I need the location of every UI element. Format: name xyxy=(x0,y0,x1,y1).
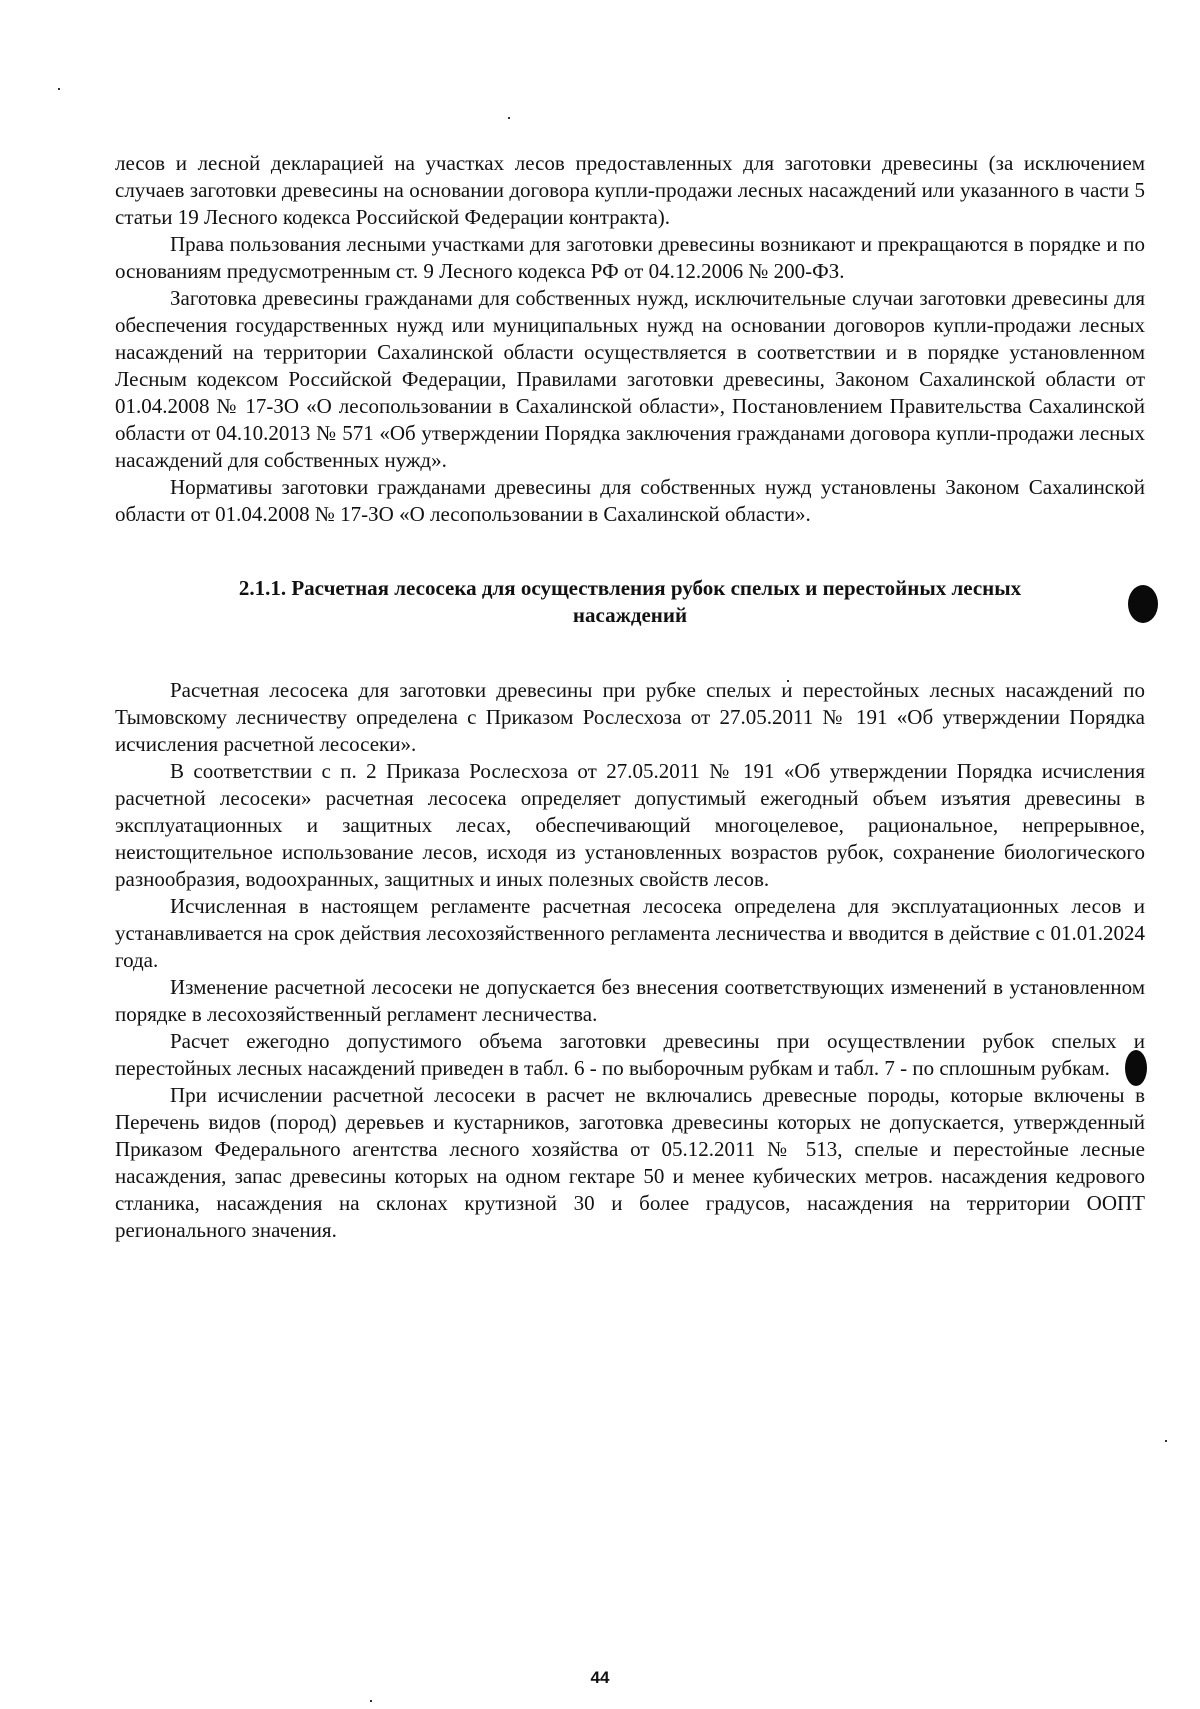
paragraph: Расчетная лесосека для заготовки древесины при рубке спелых и перестойных лесных насаждений по Тымовскому лесничеству определена с Приказом Рослесхоза от 27.05.2011 № 191 «Об утверждении Порядка исчисления расчетной лесосеки». xyxy=(115,678,1145,756)
paragraph: Права пользования лесными участками для заготовки древесины возникают и прекращаются в порядке и по основаниям предусмотренным ст. 9 Лесного кодекса РФ от 04.12.2006 № 200-ФЗ. xyxy=(115,232,1145,283)
page-number: 44 xyxy=(590,1668,610,1687)
paragraph: Расчет ежегодно допустимого объема заготовки древесины при осуществлении рубок спелых и перестойных лесных насаждений приведен в табл. 6 - по выборочным рубкам и табл. 7 - по сплошным рубкам. xyxy=(115,1029,1145,1080)
document-body xyxy=(115,150,1145,1244)
paragraph: В соответствии с п. 2 Приказа Рослесхоза от 27.05.2011 № 191 «Об утверждении Порядка исчисления расчетной лесосеки» расчетная лесосека определяет допустимый ежегодный объем изъятия древесины в эксплуатационных и защитных лесах, обеспечивающий многоцелевое, рациональное, непрерывное, неистощительное использование лесов, исходя из установленных возрастов рубок, сохранение биологического разнообразия, водоохранных, защитных и иных полезных свойств лесов. xyxy=(115,759,1145,891)
paragraph: Исчисленная в настоящем регламенте расчетная лесосека определена для эксплуатационных лесов и устанавливается на срок действия лесохозяйственного регламента лесничества и вводится в действие с 01.01.2024 года. xyxy=(115,894,1145,972)
paragraph: Заготовка древесины гражданами для собственных нужд, исключительные случаи заготовки древесины для обеспечения государственных нужд или муниципальных нужд на основании договоров купли-продажи лесных насаждений на территории Сахалинской области осуществляется в соответствии и в порядке установленном Лесным кодексом Российской Федерации, Правилами заготовки древесины, Законом Сахалинской области от 01.04.2008 № 17-ЗО «О лесопользовании в Сахалинской области», Постановлением Правительства Сахалинской области от 04.10.2013 № 571 «Об утверждении Порядка заключения гражданами договора купли-продажи лесных насаждений для собственных нужд». xyxy=(115,286,1145,472)
section-heading: 2.1.1. Расчетная лесосека для осуществления рубок спелых и перестойных лесных насаждений xyxy=(238,576,1022,627)
scan-speck xyxy=(508,117,510,119)
scan-speck xyxy=(58,88,60,90)
paragraph-continuation: лесов и лесной декларацией на участках лесов предоставленных для заготовки древесины (за исключением случаев заготовки древесины на основании договора купли-продажи лесных насаждений или указанного в части 5 статьи 19 Лесного кодекса Российской Федерации контракта). xyxy=(115,151,1145,229)
paragraph: Изменение расчетной лесосеки не допускается без внесения соответствующих изменений в установленном порядке в лесохозяйственный регламент лесничества. xyxy=(115,975,1145,1026)
scan-speck xyxy=(370,1700,372,1702)
paragraph: Нормативы заготовки гражданами древесины для собственных нужд установлены Законом Сахалинской области от 01.04.2008 № 17-ЗО «О лесопользовании в Сахалинской области». xyxy=(115,475,1145,526)
paragraph: При исчислении расчетной лесосеки в расчет не включались древесные породы, которые включены в Перечень видов (пород) деревьев и кустарников, заготовка древесины которых не допускается, утвержденный Приказом Федерального агентства лесного хозяйства от 05.12.2011 № 513, спелые и перестойные лесные насаждения, запас древесины которых на одном гектаре 50 и менее кубических метров. насаждения кедрового стланика, насаждения на склонах крутизной 30 и более градусов, насаждения на территории ООПТ регионального значения. xyxy=(115,1083,1145,1242)
scan-speck xyxy=(1165,1440,1167,1442)
